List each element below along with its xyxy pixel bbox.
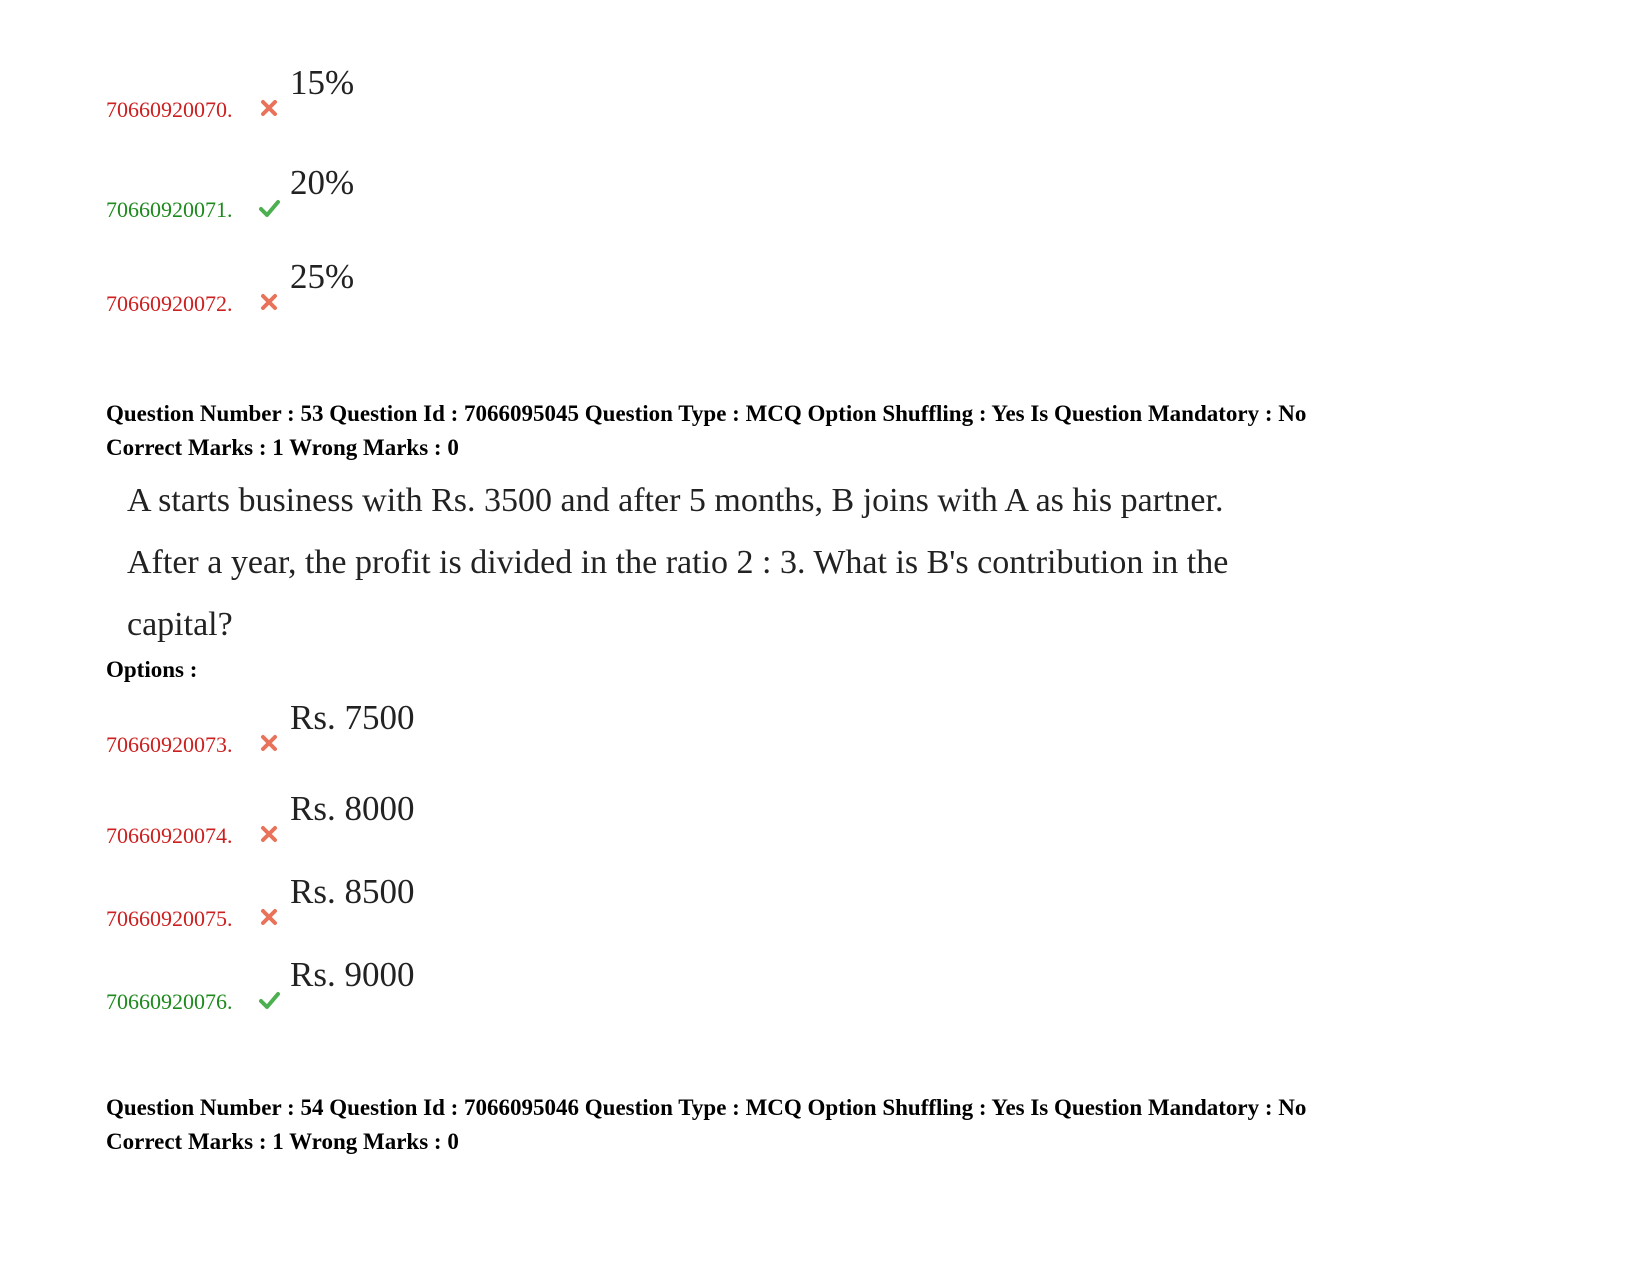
option-id: 70660920075. — [106, 906, 233, 931]
check-icon — [258, 989, 280, 1011]
question-text-line: After a year, the profit is divided in the ratio 2 : 3. What is B's contribution in the — [127, 544, 1229, 581]
question-meta-line2: Correct Marks : 1 Wrong Marks : 0 — [106, 435, 459, 460]
cross-icon — [258, 906, 280, 928]
options-label: Options : — [106, 657, 198, 682]
option-value: 25% — [290, 257, 355, 296]
question-meta — [106, 397, 1566, 465]
option-value: Rs. 8000 — [290, 789, 415, 828]
cross-icon — [258, 823, 280, 845]
option-value: 20% — [290, 163, 355, 202]
option-value: Rs. 8500 — [290, 872, 415, 911]
question-meta — [106, 1091, 1566, 1159]
question-meta-line1: Question Number : 54 Question Id : 7066095046 Question Type : MCQ Option Shuffling : Yes Is Question Mandatory : No — [106, 1095, 1307, 1120]
cross-icon — [258, 732, 280, 754]
option-value: Rs. 7500 — [290, 698, 415, 737]
cross-icon — [258, 97, 280, 119]
option-id: 70660920072. — [106, 291, 233, 316]
question-meta-line1: Question Number : 53 Question Id : 7066095045 Question Type : MCQ Option Shuffling : Yes Is Question Mandatory : No — [106, 401, 1307, 426]
question-text — [127, 470, 1457, 656]
option-id: 70660920070. — [106, 97, 233, 122]
option-id: 70660920076. — [106, 989, 233, 1014]
cross-icon — [258, 291, 280, 313]
option-value: 15% — [290, 63, 355, 102]
option-id: 70660920073. — [106, 732, 233, 757]
question-meta-line2: Correct Marks : 1 Wrong Marks : 0 — [106, 1129, 459, 1154]
option-value: Rs. 9000 — [290, 955, 415, 994]
option-id: 70660920071. — [106, 197, 233, 222]
question-text-line: capital? — [127, 606, 233, 643]
option-id: 70660920074. — [106, 823, 233, 848]
check-icon — [258, 197, 280, 219]
question-text-line: A starts business with Rs. 3500 and after 5 months, B joins with A as his partner. — [127, 482, 1224, 519]
